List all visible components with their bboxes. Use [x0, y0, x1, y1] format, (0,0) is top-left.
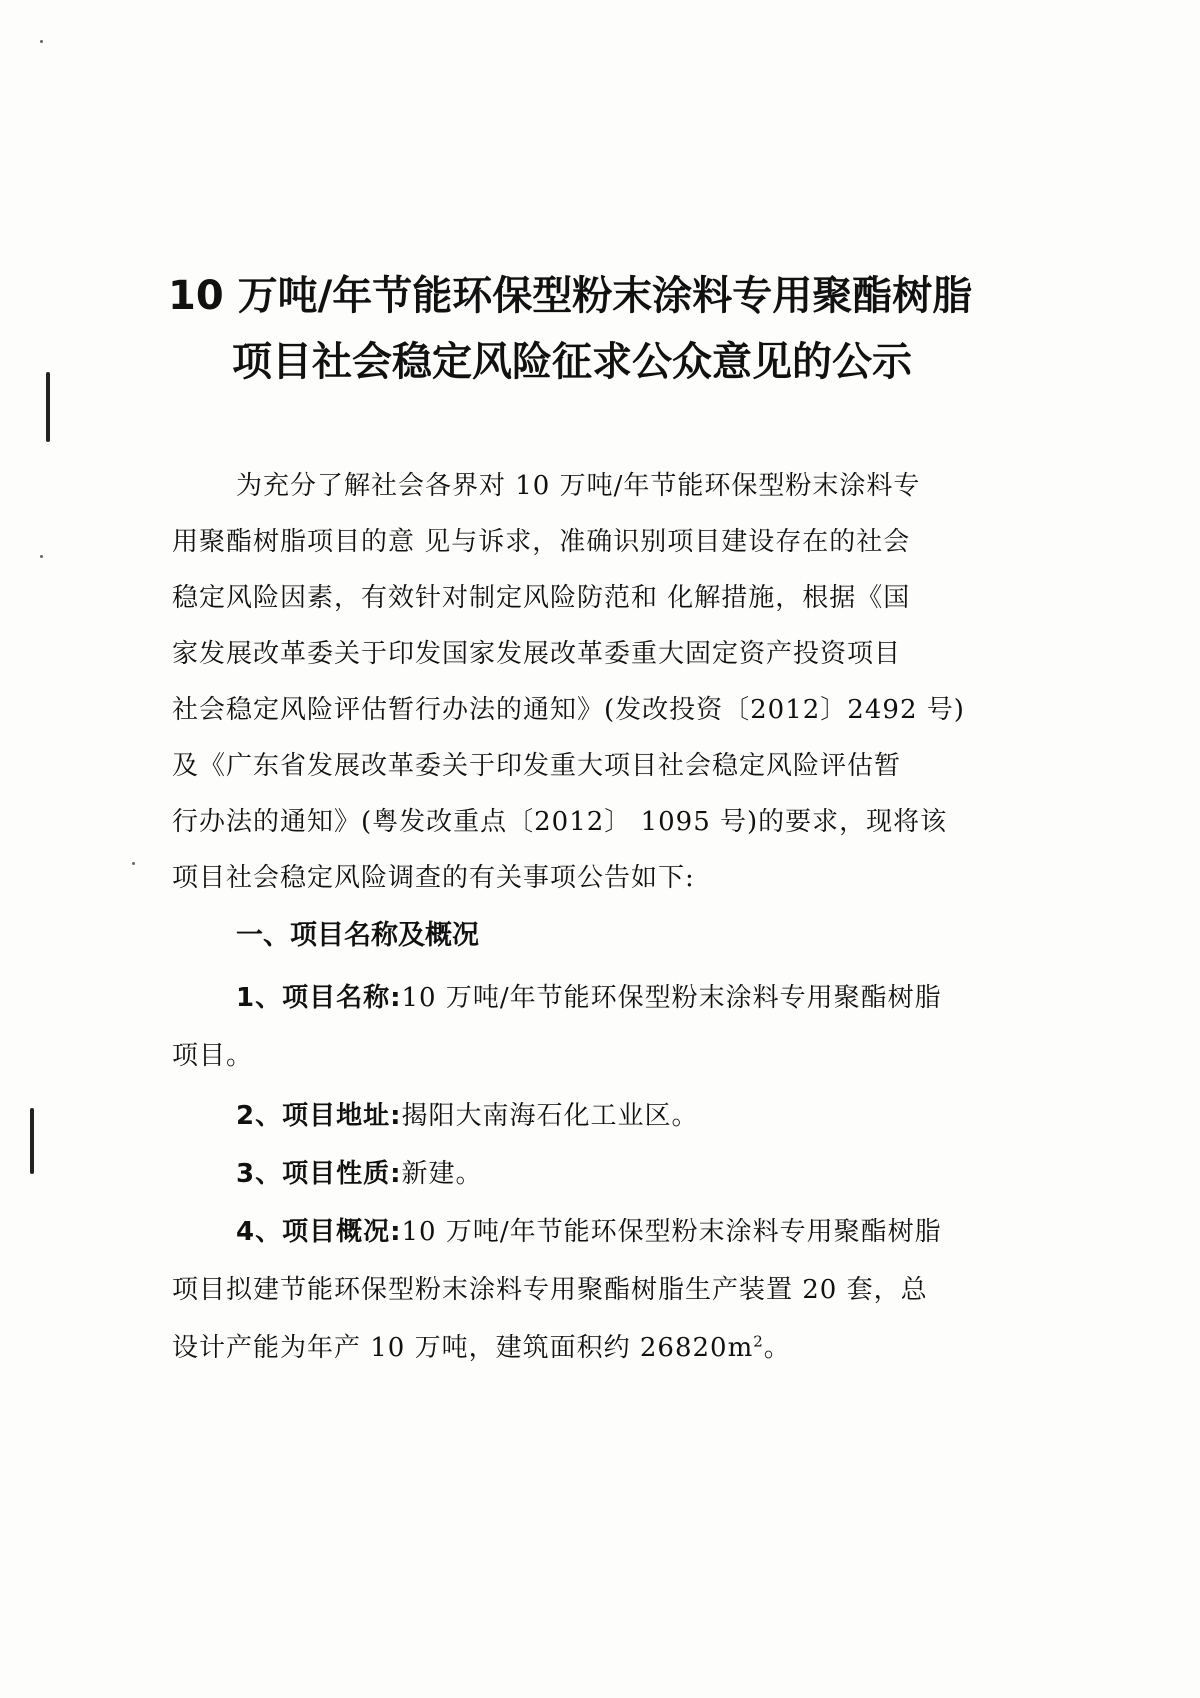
scan-speck [132, 862, 135, 865]
superscript: 2 [753, 1332, 764, 1351]
item-value: 10 万吨/年节能环保型粉末涂料专用聚酯树脂 [401, 1217, 942, 1247]
scan-speck [40, 40, 43, 43]
item-project-overview [236, 1216, 1116, 1248]
intro-line: 为充分了解社会各界对 10 万吨/年节能环保型粉末涂料专 [236, 471, 921, 501]
item-label: 1、项目名称: [236, 983, 402, 1013]
document-title-line-2: 项目社会稳定风险征求公众意见的公示 [232, 339, 912, 385]
scan-binding-mark [30, 1108, 34, 1174]
section-heading: 一、项目名称及概况 [236, 920, 479, 951]
item-value: 10 万吨/年节能环保型粉末涂料专用聚酯树脂 [401, 983, 942, 1013]
document-title-line-1: 10 万吨/年节能环保型粉末涂料专用聚酯树脂 [168, 273, 973, 319]
item-label: 3、项目性质: [236, 1159, 402, 1189]
intro-line: 项目社会稳定风险调查的有关事项公告如下: [172, 863, 695, 893]
item-project-overview-continued: 项目拟建节能环保型粉末涂料专用聚酯树脂生产装置 20 套，总 [172, 1275, 928, 1305]
intro-line: 及《广东省发展改革委关于印发重大项目社会稳定风险评估暂 [172, 751, 902, 781]
item-value: 新建。 [401, 1159, 483, 1189]
item-project-overview-continued [172, 1332, 1052, 1364]
overview-text-end: 。 [763, 1333, 791, 1363]
intro-line: 社会稳定风险评估暂行办法的通知》(发改投资〔2012〕2492 号) [172, 695, 965, 725]
intro-line: 用聚酯树脂项目的意 见与诉求，准确识别项目建设存在的社会 [172, 527, 911, 557]
item-project-address [236, 1100, 1116, 1132]
scan-binding-mark [46, 372, 50, 442]
item-project-name-continued: 项目。 [172, 1041, 254, 1071]
item-value: 揭阳大南海石化工业区。 [401, 1101, 699, 1131]
item-label: 2、项目地址: [236, 1101, 402, 1131]
intro-line: 稳定风险因素，有效针对制定风险防范和 化解措施，根据《国 [172, 583, 911, 613]
intro-line: 行办法的通知》(粤发改重点〔2012〕 1095 号)的要求，现将该 [172, 807, 948, 837]
item-label: 4、项目概况: [236, 1217, 402, 1247]
intro-line: 家发展改革委关于印发国家发展改革委重大固定资产投资项目 [172, 639, 902, 669]
item-project-nature [236, 1158, 1116, 1190]
item-project-name [236, 982, 1116, 1014]
overview-text: 设计产能为年产 10 万吨，建筑面积约 26820m [172, 1333, 754, 1363]
scan-speck [40, 555, 43, 558]
